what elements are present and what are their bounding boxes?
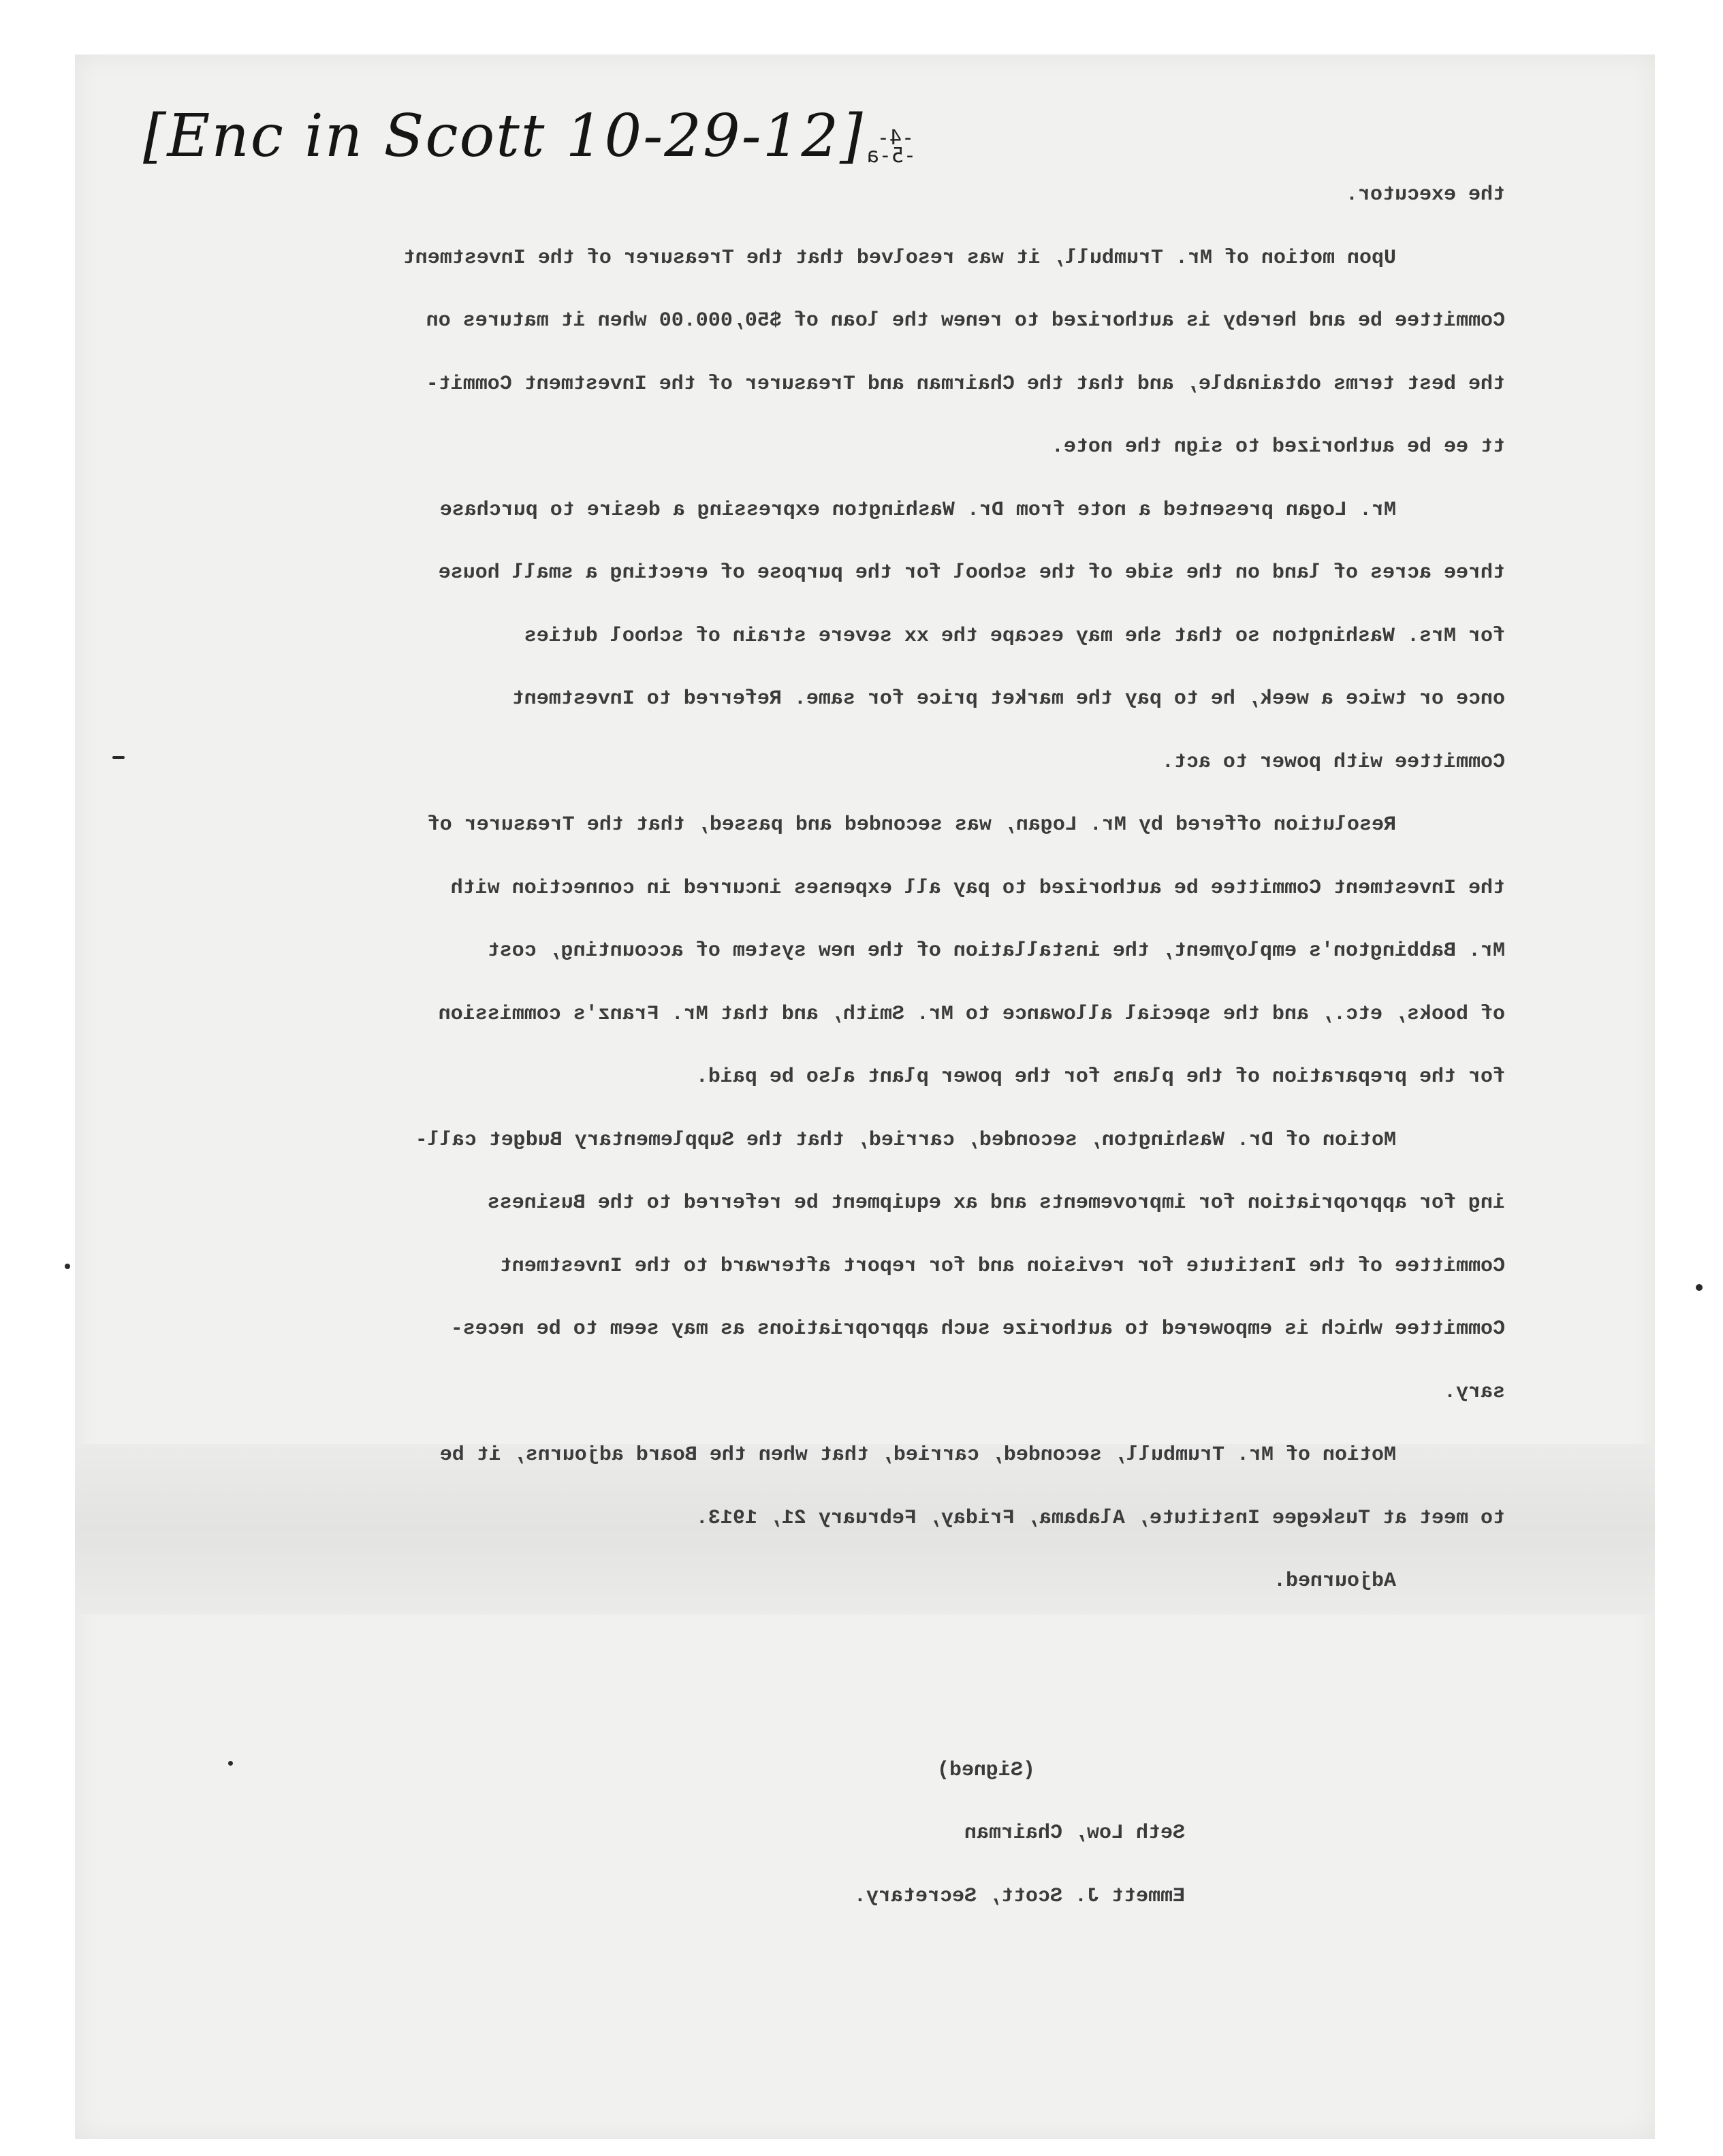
- text-line: for the preparation of the plans for the power plant also be paid.: [695, 1065, 1505, 1089]
- text-line: the executor.: [1345, 183, 1505, 206]
- page-number-line-2: -5-a: [866, 144, 916, 168]
- text-line: the Investment Committee be authorized to pay all expenses incurred in connection with: [450, 876, 1505, 900]
- speck-mark: [65, 1264, 70, 1269]
- text-line: Mr. Babbington's employment, the installation of the new system of accounting, cost: [487, 939, 1505, 963]
- text-line: the best terms obtainable, and that the Chairman and Treasurer of the Investment Commit-: [426, 372, 1505, 396]
- text-line: Resolution offered by Mr. Logan, was seconded and passed, that the Treasurer of: [427, 813, 1396, 837]
- text-line: tt ee be authorized to sign the note.: [1051, 435, 1505, 458]
- page-number-line-1: -4-: [876, 126, 915, 150]
- text-line: Committee with power to act.: [1161, 750, 1505, 774]
- secretary-signature: Emmett J. Scott, Secretary.: [853, 1884, 1185, 1908]
- speck-mark: [1696, 1284, 1703, 1291]
- text-line: Mr. Logan presented a note from Dr. Washington expressing a desire to purchase: [439, 498, 1396, 522]
- handwritten-annotation: [Enc in Scott 10-29-12]: [143, 102, 864, 170]
- page-number: [866, 126, 916, 168]
- text-line: Committee which is empowered to authorize such appropriations as may seem to be neces-: [450, 1317, 1505, 1341]
- signed-label: (Signed): [936, 1758, 1035, 1782]
- minutes-body: [197, 163, 1505, 1928]
- text-line: Motion of Dr. Washington, seconded, carried, that the Supplementary Budget call-: [415, 1128, 1396, 1152]
- spacer: [197, 1613, 1505, 1739]
- text-line: of books, etc., and the special allowance to Mr. Smith, and that Mr. Franz's commission: [438, 1002, 1505, 1026]
- text-line: once or twice a week, he to pay the market price for same. Referred to Investment: [511, 687, 1505, 710]
- speck-mark: [228, 1761, 233, 1766]
- text-line: Upon motion of Mr. Trumbull, it was resolved that the Treasurer of the Investment: [402, 246, 1396, 270]
- text-line: three acres of land on the side of the school for the purpose of erecting a small house: [438, 561, 1505, 584]
- chairman-signature: Seth Low, Chairman: [964, 1822, 1185, 1845]
- speck-mark: [112, 756, 125, 759]
- text-line: Committee of the Institute for revision and for report afterward to the Investment: [499, 1254, 1505, 1278]
- text-line: sary.: [1443, 1380, 1505, 1404]
- text-line: Adjourned.: [1273, 1569, 1396, 1593]
- text-line: to meet at Tuskegee Institute, Alabama, Friday, February 21, 1913.: [695, 1506, 1505, 1530]
- text-line: Committee be and hereby is authorized to renew the loan of $50,000.00 when it matures on: [426, 309, 1505, 332]
- text-line: for Mrs. Washington so that she may escape the xx severe strain of school duties: [524, 624, 1505, 648]
- text-line: ing for appropriation for improvements and ax equipment be referred to the Business: [487, 1191, 1505, 1215]
- text-line: Motion of Mr. Trumbull, seconded, carried, that when the Board adjourns, it be: [439, 1443, 1396, 1467]
